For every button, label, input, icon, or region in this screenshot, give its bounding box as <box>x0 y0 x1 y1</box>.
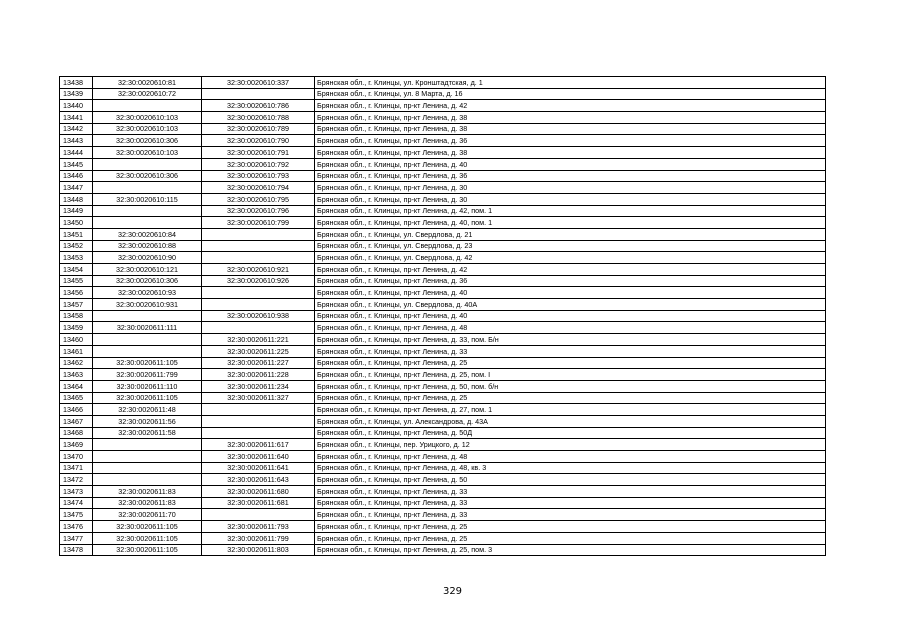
parcel-cadastral-cell: 32:30:0020610:103 <box>93 147 202 159</box>
row-number-cell: 13473 <box>60 486 93 498</box>
object-cadastral-cell: 32:30:0020611:681 <box>202 497 315 509</box>
parcel-cadastral-cell: 32:30:0020610:115 <box>93 193 202 205</box>
parcel-cadastral-cell: 32:30:0020611:105 <box>93 392 202 404</box>
row-number-cell: 13446 <box>60 170 93 182</box>
parcel-cadastral-cell: 32:30:0020610:93 <box>93 287 202 299</box>
parcel-cadastral-cell: 32:30:0020610:103 <box>93 123 202 135</box>
table-row <box>60 182 826 194</box>
address-cell: Брянская обл., г. Клинцы, пр-кт Ленина, д. 25 <box>315 392 826 404</box>
address-cell: Брянская обл., г. Клинцы, пр-кт Ленина, д. 36 <box>315 170 826 182</box>
parcel-cadastral-cell <box>93 462 202 474</box>
table-row <box>60 497 826 509</box>
object-cadastral-cell: 32:30:0020610:792 <box>202 158 315 170</box>
table-row <box>60 322 826 334</box>
table-row <box>60 287 826 299</box>
address-cell: Брянская обл., г. Клинцы, пр-кт Ленина, д. 33, пом. Б/н <box>315 334 826 346</box>
table-row <box>60 380 826 392</box>
table-row <box>60 228 826 240</box>
object-cadastral-cell <box>202 322 315 334</box>
object-cadastral-cell: 32:30:0020610:926 <box>202 275 315 287</box>
row-number-cell: 13456 <box>60 287 93 299</box>
parcel-cadastral-cell <box>93 310 202 322</box>
object-cadastral-cell: 32:30:0020610:786 <box>202 100 315 112</box>
parcel-cadastral-cell: 32:30:0020611:48 <box>93 404 202 416</box>
object-cadastral-cell <box>202 404 315 416</box>
parcel-cadastral-cell: 32:30:0020610:306 <box>93 170 202 182</box>
parcel-cadastral-cell <box>93 158 202 170</box>
table-row <box>60 112 826 124</box>
object-cadastral-cell: 32:30:0020610:790 <box>202 135 315 147</box>
object-cadastral-cell: 32:30:0020610:938 <box>202 310 315 322</box>
row-number-cell: 13462 <box>60 357 93 369</box>
parcel-cadastral-cell: 32:30:0020611:70 <box>93 509 202 521</box>
address-cell: Брянская обл., г. Клинцы, пр-кт Ленина, д. 27, пом. 1 <box>315 404 826 416</box>
table-row <box>60 147 826 159</box>
row-number-cell: 13453 <box>60 252 93 264</box>
address-cell: Брянская обл., г. Клинцы, пр-кт Ленина, д. 33 <box>315 345 826 357</box>
object-cadastral-cell: 32:30:0020611:228 <box>202 369 315 381</box>
address-cell: Брянская обл., г. Клинцы, пр-кт Ленина, д. 48, кв. 3 <box>315 462 826 474</box>
row-number-cell: 13471 <box>60 462 93 474</box>
row-number-cell: 13441 <box>60 112 93 124</box>
row-number-cell: 13442 <box>60 123 93 135</box>
table-row <box>60 100 826 112</box>
address-cell: Брянская обл., г. Клинцы, ул. Свердлова, д. 21 <box>315 228 826 240</box>
address-cell: Брянская обл., г. Клинцы, пер. Урицкого, д. 12 <box>315 439 826 451</box>
object-cadastral-cell <box>202 509 315 521</box>
address-cell: Брянская обл., г. Клинцы, пр-кт Ленина, д. 38 <box>315 123 826 135</box>
page-number: 329 <box>442 586 463 597</box>
object-cadastral-cell: 32:30:0020611:234 <box>202 380 315 392</box>
parcel-cadastral-cell: 32:30:0020610:121 <box>93 264 202 276</box>
row-number-cell: 13468 <box>60 427 93 439</box>
table-row <box>60 532 826 544</box>
table-row <box>60 217 826 229</box>
address-cell: Брянская обл., г. Клинцы, пр-кт Ленина, д. 40 <box>315 158 826 170</box>
row-number-cell: 13465 <box>60 392 93 404</box>
parcel-cadastral-cell: 32:30:0020611:111 <box>93 322 202 334</box>
row-number-cell: 13454 <box>60 264 93 276</box>
object-cadastral-cell: 32:30:0020610:795 <box>202 193 315 205</box>
table-row <box>60 357 826 369</box>
row-number-cell: 13474 <box>60 497 93 509</box>
address-cell: Брянская обл., г. Клинцы, пр-кт Ленина, д. 33 <box>315 497 826 509</box>
object-cadastral-cell: 32:30:0020611:643 <box>202 474 315 486</box>
parcel-cadastral-cell: 32:30:0020611:110 <box>93 380 202 392</box>
table-row <box>60 415 826 427</box>
object-cadastral-cell <box>202 287 315 299</box>
row-number-cell: 13445 <box>60 158 93 170</box>
row-number-cell: 13444 <box>60 147 93 159</box>
table-row <box>60 334 826 346</box>
table-row <box>60 135 826 147</box>
address-cell: Брянская обл., г. Клинцы, пр-кт Ленина, д. 38 <box>315 112 826 124</box>
address-cell: Брянская обл., г. Клинцы, ул. 8 Марта, д. 16 <box>315 88 826 100</box>
row-number-cell: 13477 <box>60 532 93 544</box>
row-number-cell: 13447 <box>60 182 93 194</box>
parcel-cadastral-cell: 32:30:0020611:58 <box>93 427 202 439</box>
parcel-cadastral-cell: 32:30:0020610:88 <box>93 240 202 252</box>
table-row <box>60 205 826 217</box>
table-row <box>60 474 826 486</box>
row-number-cell: 13476 <box>60 521 93 533</box>
object-cadastral-cell: 32:30:0020611:640 <box>202 451 315 463</box>
object-cadastral-cell: 32:30:0020610:921 <box>202 264 315 276</box>
parcel-cadastral-cell <box>93 451 202 463</box>
address-cell: Брянская обл., г. Клинцы, пр-кт Ленина, д. 42 <box>315 264 826 276</box>
parcel-cadastral-cell: 32:30:0020610:84 <box>93 228 202 240</box>
table-row <box>60 521 826 533</box>
row-number-cell: 13460 <box>60 334 93 346</box>
table-row <box>60 544 826 556</box>
table-row <box>60 345 826 357</box>
object-cadastral-cell: 32:30:0020611:641 <box>202 462 315 474</box>
address-cell: Брянская обл., г. Клинцы, пр-кт Ленина, д. 50Д <box>315 427 826 439</box>
address-cell: Брянская обл., г. Клинцы, пр-кт Ленина, д. 38 <box>315 147 826 159</box>
parcel-cadastral-cell <box>93 334 202 346</box>
row-number-cell: 13457 <box>60 299 93 311</box>
object-cadastral-cell: 32:30:0020611:617 <box>202 439 315 451</box>
object-cadastral-cell: 32:30:0020611:221 <box>202 334 315 346</box>
address-cell: Брянская обл., г. Клинцы, пр-кт Ленина, д. 25 <box>315 357 826 369</box>
row-number-cell: 13458 <box>60 310 93 322</box>
object-cadastral-cell: 32:30:0020611:225 <box>202 345 315 357</box>
address-cell: Брянская обл., г. Клинцы, пр-кт Ленина, д. 50 <box>315 474 826 486</box>
object-cadastral-cell: 32:30:0020611:793 <box>202 521 315 533</box>
table-row <box>60 123 826 135</box>
table-row <box>60 462 826 474</box>
address-cell: Брянская обл., г. Клинцы, пр-кт Ленина, д. 33 <box>315 486 826 498</box>
parcel-cadastral-cell: 32:30:0020611:105 <box>93 544 202 556</box>
table-row <box>60 77 826 89</box>
parcel-cadastral-cell: 32:30:0020611:799 <box>93 369 202 381</box>
object-cadastral-cell: 32:30:0020611:680 <box>202 486 315 498</box>
row-number-cell: 13439 <box>60 88 93 100</box>
row-number-cell: 13472 <box>60 474 93 486</box>
address-cell: Брянская обл., г. Клинцы, ул. Свердлова, д. 40А <box>315 299 826 311</box>
address-cell: Брянская обл., г. Клинцы, ул. Александрова, д. 43А <box>315 415 826 427</box>
table-row <box>60 88 826 100</box>
address-cell: Брянская обл., г. Клинцы, пр-кт Ленина, д. 42 <box>315 100 826 112</box>
parcel-cadastral-cell: 32:30:0020610:306 <box>93 135 202 147</box>
address-cell: Брянская обл., г. Клинцы, пр-кт Ленина, д. 40 <box>315 287 826 299</box>
address-cell: Брянская обл., г. Клинцы, ул. Свердлова, д. 42 <box>315 252 826 264</box>
row-number-cell: 13449 <box>60 205 93 217</box>
parcel-cadastral-cell <box>93 474 202 486</box>
row-number-cell: 13455 <box>60 275 93 287</box>
parcel-cadastral-cell: 32:30:0020611:105 <box>93 532 202 544</box>
object-cadastral-cell <box>202 415 315 427</box>
row-number-cell: 13478 <box>60 544 93 556</box>
object-cadastral-cell: 32:30:0020611:227 <box>202 357 315 369</box>
address-cell: Брянская обл., г. Клинцы, пр-кт Ленина, д. 25, пом. 3 <box>315 544 826 556</box>
parcel-cadastral-cell <box>93 345 202 357</box>
object-cadastral-cell <box>202 88 315 100</box>
address-cell: Брянская обл., г. Клинцы, пр-кт Ленина, д. 50, пом. б/н <box>315 380 826 392</box>
address-cell: Брянская обл., г. Клинцы, пр-кт Ленина, д. 33 <box>315 509 826 521</box>
parcel-cadastral-cell: 32:30:0020611:83 <box>93 497 202 509</box>
address-cell: Брянская обл., г. Клинцы, ул. Свердлова, д. 23 <box>315 240 826 252</box>
row-number-cell: 13450 <box>60 217 93 229</box>
table-row <box>60 310 826 322</box>
object-cadastral-cell <box>202 427 315 439</box>
parcel-cadastral-cell <box>93 182 202 194</box>
table-row <box>60 369 826 381</box>
address-cell: Брянская обл., г. Клинцы, пр-кт Ленина, д. 36 <box>315 135 826 147</box>
parcel-cadastral-cell: 32:30:0020611:83 <box>93 486 202 498</box>
row-number-cell: 13438 <box>60 77 93 89</box>
table-row <box>60 252 826 264</box>
table-body <box>60 77 826 556</box>
address-cell: Брянская обл., г. Клинцы, пр-кт Ленина, д. 25 <box>315 532 826 544</box>
row-number-cell: 13452 <box>60 240 93 252</box>
parcel-cadastral-cell <box>93 205 202 217</box>
address-cell: Брянская обл., г. Клинцы, пр-кт Ленина, д. 36 <box>315 275 826 287</box>
address-cell: Брянская обл., г. Клинцы, пр-кт Ленина, д. 30 <box>315 193 826 205</box>
table-row <box>60 439 826 451</box>
object-cadastral-cell: 32:30:0020610:789 <box>202 123 315 135</box>
table-row <box>60 486 826 498</box>
object-cadastral-cell: 32:30:0020611:803 <box>202 544 315 556</box>
address-cell: Брянская обл., г. Клинцы, пр-кт Ленина, д. 30 <box>315 182 826 194</box>
parcel-cadastral-cell: 32:30:0020610:81 <box>93 77 202 89</box>
row-number-cell: 13463 <box>60 369 93 381</box>
row-number-cell: 13451 <box>60 228 93 240</box>
object-cadastral-cell: 32:30:0020610:337 <box>202 77 315 89</box>
object-cadastral-cell: 32:30:0020610:788 <box>202 112 315 124</box>
table-row <box>60 264 826 276</box>
object-cadastral-cell: 32:30:0020610:793 <box>202 170 315 182</box>
row-number-cell: 13466 <box>60 404 93 416</box>
address-cell: Брянская обл., г. Клинцы, пр-кт Ленина, д. 25 <box>315 521 826 533</box>
object-cadastral-cell <box>202 240 315 252</box>
address-cell: Брянская обл., г. Клинцы, пр-кт Ленина, д. 40, пом. 1 <box>315 217 826 229</box>
table-row <box>60 392 826 404</box>
table-row <box>60 240 826 252</box>
address-cell: Брянская обл., г. Клинцы, пр-кт Ленина, д. 48 <box>315 322 826 334</box>
parcel-cadastral-cell <box>93 439 202 451</box>
parcel-cadastral-cell: 32:30:0020611:105 <box>93 357 202 369</box>
object-cadastral-cell <box>202 299 315 311</box>
table-row <box>60 509 826 521</box>
table-row <box>60 427 826 439</box>
address-cell: Брянская обл., г. Клинцы, пр-кт Ленина, д. 25, пом. I <box>315 369 826 381</box>
row-number-cell: 13443 <box>60 135 93 147</box>
parcel-cadastral-cell: 32:30:0020610:90 <box>93 252 202 264</box>
address-cell: Брянская обл., г. Клинцы, ул. Кронштадтская, д. 1 <box>315 77 826 89</box>
parcel-cadastral-cell <box>93 217 202 229</box>
object-cadastral-cell: 32:30:0020611:799 <box>202 532 315 544</box>
parcel-cadastral-cell: 32:30:0020610:931 <box>93 299 202 311</box>
parcel-cadastral-cell: 32:30:0020610:103 <box>93 112 202 124</box>
object-cadastral-cell: 32:30:0020610:794 <box>202 182 315 194</box>
table-row <box>60 193 826 205</box>
parcel-cadastral-cell <box>93 100 202 112</box>
address-cell: Брянская обл., г. Клинцы, пр-кт Ленина, д. 48 <box>315 451 826 463</box>
row-number-cell: 13467 <box>60 415 93 427</box>
object-cadastral-cell: 32:30:0020610:791 <box>202 147 315 159</box>
row-number-cell: 13440 <box>60 100 93 112</box>
row-number-cell: 13459 <box>60 322 93 334</box>
object-cadastral-cell: 32:30:0020610:799 <box>202 217 315 229</box>
data-table <box>59 76 826 556</box>
table-row <box>60 170 826 182</box>
row-number-cell: 13461 <box>60 345 93 357</box>
table-row <box>60 275 826 287</box>
parcel-cadastral-cell: 32:30:0020611:105 <box>93 521 202 533</box>
parcel-cadastral-cell: 32:30:0020611:56 <box>93 415 202 427</box>
row-number-cell: 13469 <box>60 439 93 451</box>
row-number-cell: 13464 <box>60 380 93 392</box>
table-row <box>60 404 826 416</box>
row-number-cell: 13475 <box>60 509 93 521</box>
address-cell: Брянская обл., г. Клинцы, пр-кт Ленина, д. 40 <box>315 310 826 322</box>
row-number-cell: 13470 <box>60 451 93 463</box>
object-cadastral-cell: 32:30:0020611:327 <box>202 392 315 404</box>
table-row <box>60 299 826 311</box>
object-cadastral-cell <box>202 252 315 264</box>
parcel-cadastral-cell: 32:30:0020610:72 <box>93 88 202 100</box>
table-row <box>60 451 826 463</box>
object-cadastral-cell: 32:30:0020610:796 <box>202 205 315 217</box>
table-row <box>60 158 826 170</box>
parcel-cadastral-cell: 32:30:0020610:306 <box>93 275 202 287</box>
row-number-cell: 13448 <box>60 193 93 205</box>
address-cell: Брянская обл., г. Клинцы, пр-кт Ленина, д. 42, пом. 1 <box>315 205 826 217</box>
object-cadastral-cell <box>202 228 315 240</box>
